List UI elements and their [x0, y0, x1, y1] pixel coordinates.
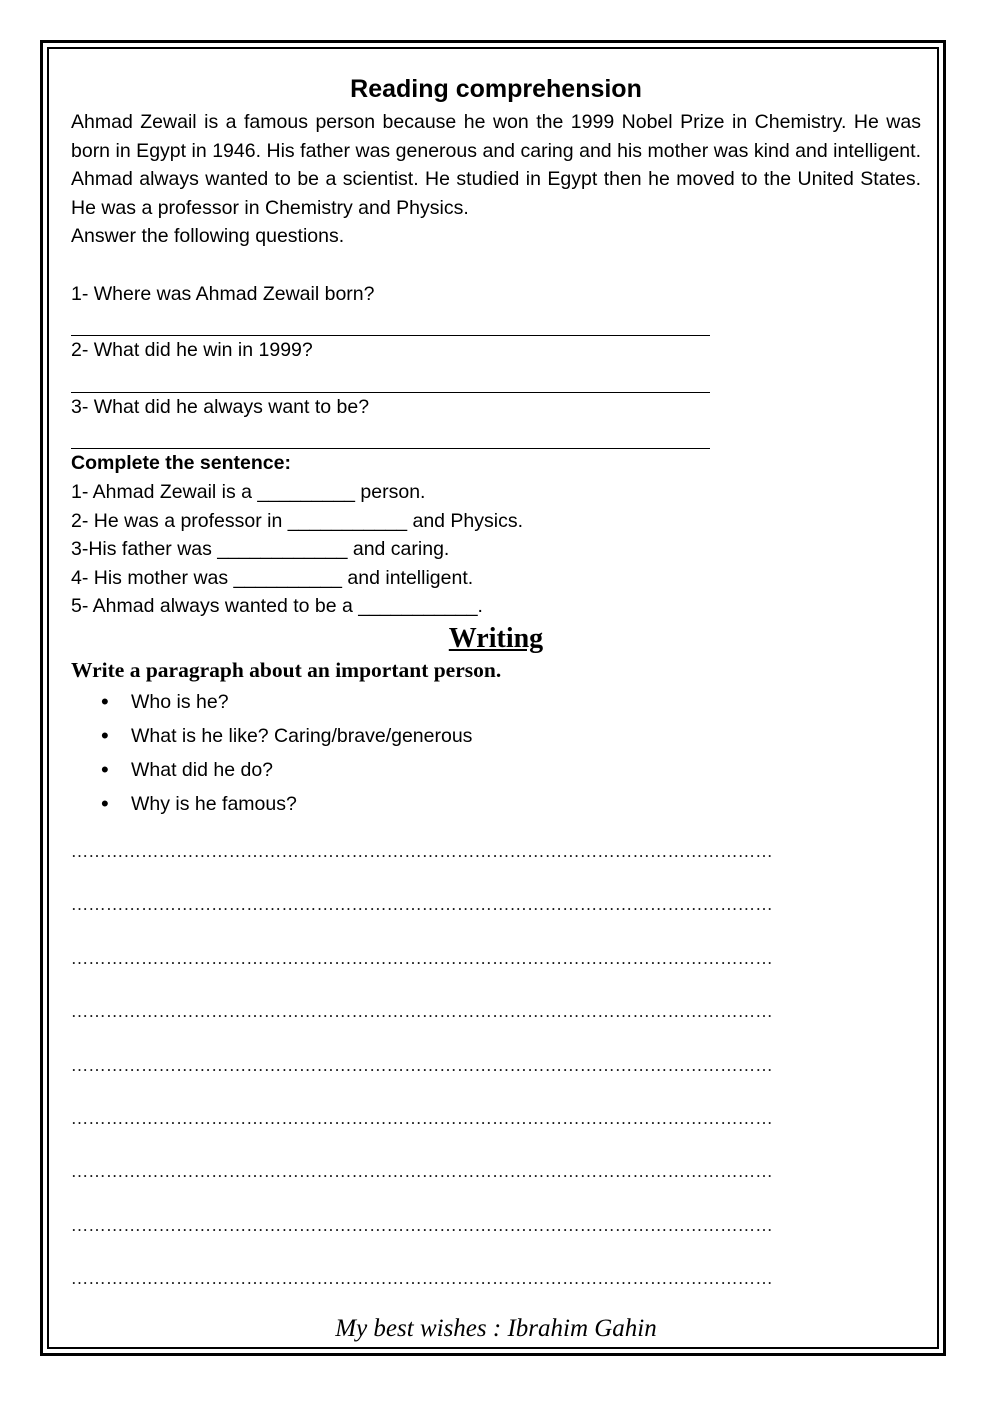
writing-prompt: Write a paragraph about an important person. — [71, 657, 502, 682]
reading-title: Reading comprehension — [350, 75, 642, 103]
question-1: 1- Where was Ahmad Zewail born? — [71, 282, 375, 305]
dotted-writing-line[interactable]: ………………………………………………………………………………………………………… — [71, 948, 773, 968]
bullet-item: • Who is he? — [101, 685, 921, 719]
bullet-item: • What did he do? — [101, 753, 921, 787]
bullet-item: • Why is he famous? — [101, 787, 921, 821]
worksheet-content — [71, 70, 921, 821]
reading-instruction: Answer the following questions. — [71, 225, 345, 248]
dotted-writing-line[interactable]: ………………………………………………………………………………………………………… — [71, 1055, 773, 1075]
bullet-item: • What is he like? Caring/brave/generous — [101, 719, 921, 753]
footer-signature: My best wishes : Ibrahim Gahin — [335, 1315, 657, 1342]
complete-sentence-4: 4- His mother was __________ and intelligent. — [71, 566, 474, 589]
complete-heading: Complete the sentence: — [71, 452, 291, 475]
answer-line-2[interactable] — [71, 365, 710, 393]
complete-sentence-1: 1- Ahmad Zewail is a _________ person. — [71, 480, 426, 503]
writing-lines — [71, 838, 921, 1319]
reading-passage: Ahmad Zewail is a famous person because he won the 1999 Nobel Prize in Chemistry. He was born in Egypt in 1946. His father was generous and caring and his mother was kind and intelligent. Ahmad always wanted to be a scientist. He studied in Egypt then he moved to the United States. He was a professor in Chemistry and Physics. — [71, 111, 921, 219]
dotted-writing-line[interactable]: ………………………………………………………………………………………………………… — [71, 1215, 773, 1235]
answer-line-3[interactable] — [71, 421, 710, 449]
question-2: 2- What did he win in 1999? — [71, 339, 313, 362]
dotted-writing-line[interactable]: ………………………………………………………………………………………………………… — [71, 842, 773, 861]
dotted-writing-line[interactable]: ………………………………………………………………………………………………………… — [71, 1162, 773, 1182]
complete-sentence-3: 3-His father was ____________ and caring. — [71, 538, 450, 561]
spacer — [71, 251, 921, 280]
dotted-writing-line[interactable]: ………………………………………………………………………………………………………… — [71, 1269, 773, 1289]
dotted-writing-line[interactable]: ………………………………………………………………………………………………………… — [71, 1108, 773, 1128]
question-3: 3- What did he always want to be? — [71, 395, 370, 418]
dotted-writing-line[interactable]: ………………………………………………………………………………………………………… — [71, 895, 773, 915]
complete-sentence-2: 2- He was a professor in ___________ and Physics. — [71, 509, 524, 532]
writing-bullets — [71, 685, 921, 821]
complete-sentence-5: 5- Ahmad always wanted to be a ___________. — [71, 595, 483, 618]
answer-line-1[interactable] — [71, 308, 710, 336]
writing-title: Writing — [448, 622, 544, 654]
dotted-writing-line[interactable]: ………………………………………………………………………………………………………… — [71, 1002, 773, 1022]
